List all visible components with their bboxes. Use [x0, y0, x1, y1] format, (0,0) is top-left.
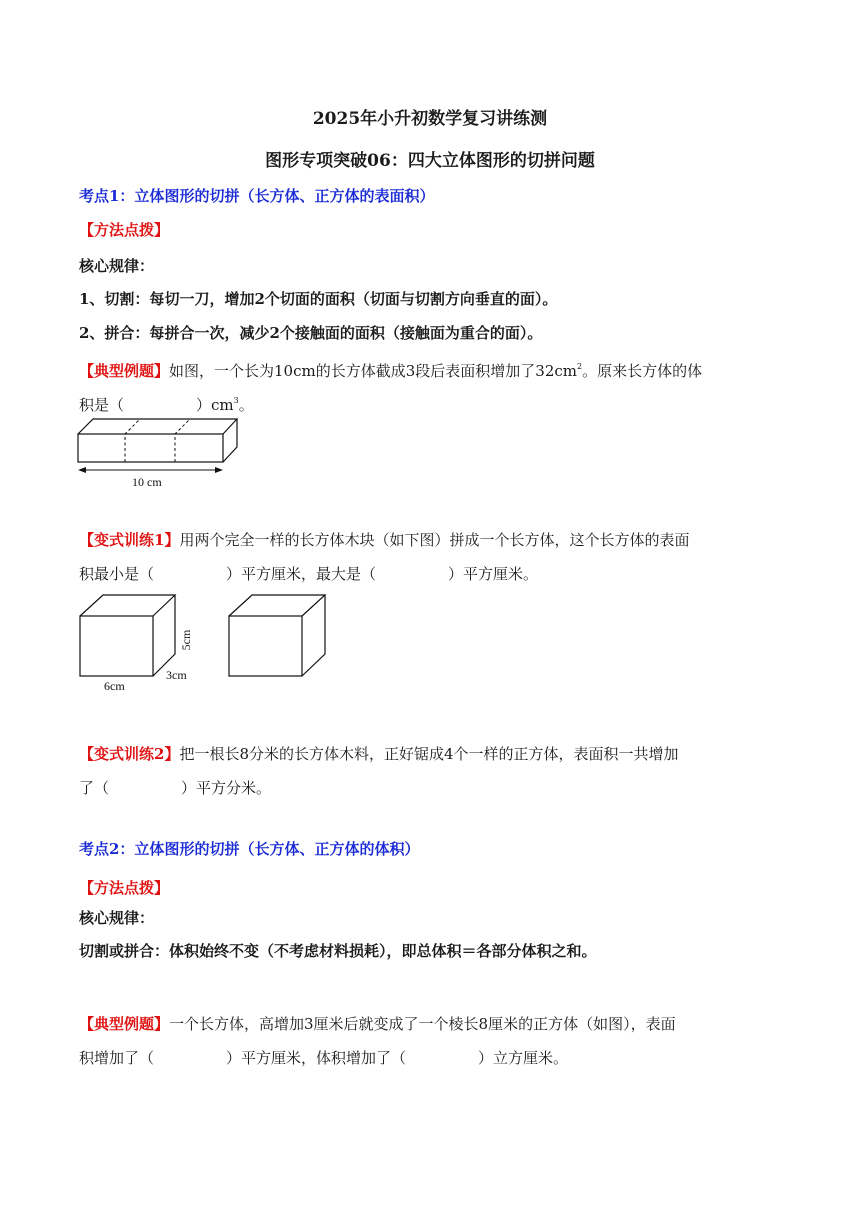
- exercise2-label: 【变式训练2】: [79, 745, 180, 763]
- cut-line-2: [175, 419, 190, 462]
- example2-line2: [79, 1047, 568, 1068]
- section1-method-label: 【方法点拨】: [79, 221, 170, 239]
- section1-heading: 考点1：立体图形的切拼（长方体、正方体的表面积）: [79, 187, 435, 205]
- exercise2-text-a: 把一根长8分米的长方体木料，正好锯成4个一样的正方体，表面积一共增加: [179, 745, 679, 763]
- cuboid-b-top-face: [229, 595, 325, 616]
- dimension-label-width: 3cm: [166, 668, 187, 682]
- cuboid-b-side-face: [302, 595, 325, 676]
- exercise2-line2: [79, 777, 271, 798]
- page-subtitle: 图形专项突破06：四大立体图形的切拼问题: [265, 151, 595, 171]
- section1-core-rule-label: 核心规律：: [79, 257, 155, 275]
- cuboid-front-face: [78, 434, 223, 462]
- exercise2-text-c: ）平方分米。: [181, 779, 272, 797]
- example2-text-a: 一个长方体，高增加3厘米后就变成了一个棱长8厘米的正方体（如图），表面: [169, 1015, 676, 1033]
- cuboid-b-front-face: [229, 616, 302, 676]
- example2-text-c: ）平方厘米，体积增加了（: [226, 1049, 407, 1067]
- exercise1-text-c: ）平方厘米，最大是（: [226, 565, 377, 583]
- example1-sup-2: 3: [233, 396, 239, 405]
- dimension-label-length: 6cm: [104, 679, 125, 693]
- example2-line1: [79, 1013, 676, 1034]
- exercise1-line2: [79, 563, 538, 584]
- exercise1-text-d: ）平方厘米。: [448, 565, 539, 583]
- exercise1-label: 【变式训练1】: [79, 531, 180, 549]
- section2-method-label: 【方法点拨】: [79, 879, 170, 897]
- section2-heading: 考点2：立体图形的切拼（长方体、正方体的体积）: [79, 840, 420, 858]
- example1-line1: [79, 360, 702, 381]
- example1-line2: [79, 394, 254, 415]
- example1-text-a: 如图，一个长为10cm的长方体截成3段后表面积增加了32cm: [169, 362, 577, 380]
- dimension-label-height: 5cm: [179, 629, 193, 651]
- exercise2-line1: [79, 743, 679, 764]
- example1-text-e: 。: [238, 396, 254, 414]
- cuboid-a-side-face: [153, 595, 175, 676]
- dimension-arrow-right: [215, 467, 223, 473]
- example1-text-d: ）cm: [196, 396, 234, 414]
- exercise1-text-a: 用两个完全一样的长方体木块（如下图）拼成一个长方体，这个长方体的表面: [179, 531, 690, 549]
- example1-text-c: 积是（: [79, 396, 125, 414]
- example2-label: 【典型例题】: [79, 1015, 170, 1033]
- exercise1-line1: [79, 529, 689, 550]
- dimension-arrow-left: [78, 467, 86, 473]
- section2-rule: 切割或拼合：体积始终不变（不考虑材料损耗），即总体积＝各部分体积之和。: [79, 942, 597, 960]
- example2-text-d: ）立方厘米。: [478, 1049, 569, 1067]
- dimension-label-length: 10 cm: [132, 475, 162, 489]
- cuboid-a-front-face: [80, 616, 153, 676]
- exercise1-text-b: 积最小是（: [79, 565, 155, 583]
- example2-text-b: 积增加了（: [79, 1049, 155, 1067]
- cuboid-a-top-face: [80, 595, 175, 616]
- section2-core-rule-label: 核心规律：: [79, 909, 155, 927]
- cuboid-cut-figure: [76, 416, 246, 492]
- two-cuboids-figure: [76, 592, 336, 696]
- section1-rule-1: 1、切割：每切一刀，增加2个切面的面积（切面与切割方向垂直的面）。: [79, 290, 558, 308]
- section1-rule-2: 2、拼合：每拼合一次，减少2个接触面的面积（接触面为重合的面）。: [79, 324, 543, 342]
- cuboid-side-face: [223, 419, 237, 462]
- example1-text-b: 。原来长方体的体: [582, 362, 703, 380]
- cuboid-top-face: [78, 419, 237, 434]
- page-title: 2025年小升初数学复习讲练测: [312, 109, 548, 129]
- cut-line-1: [125, 419, 140, 462]
- example1-sup-1: 2: [576, 362, 583, 371]
- example1-label: 【典型例题】: [79, 362, 170, 380]
- exercise2-text-b: 了（: [79, 779, 110, 797]
